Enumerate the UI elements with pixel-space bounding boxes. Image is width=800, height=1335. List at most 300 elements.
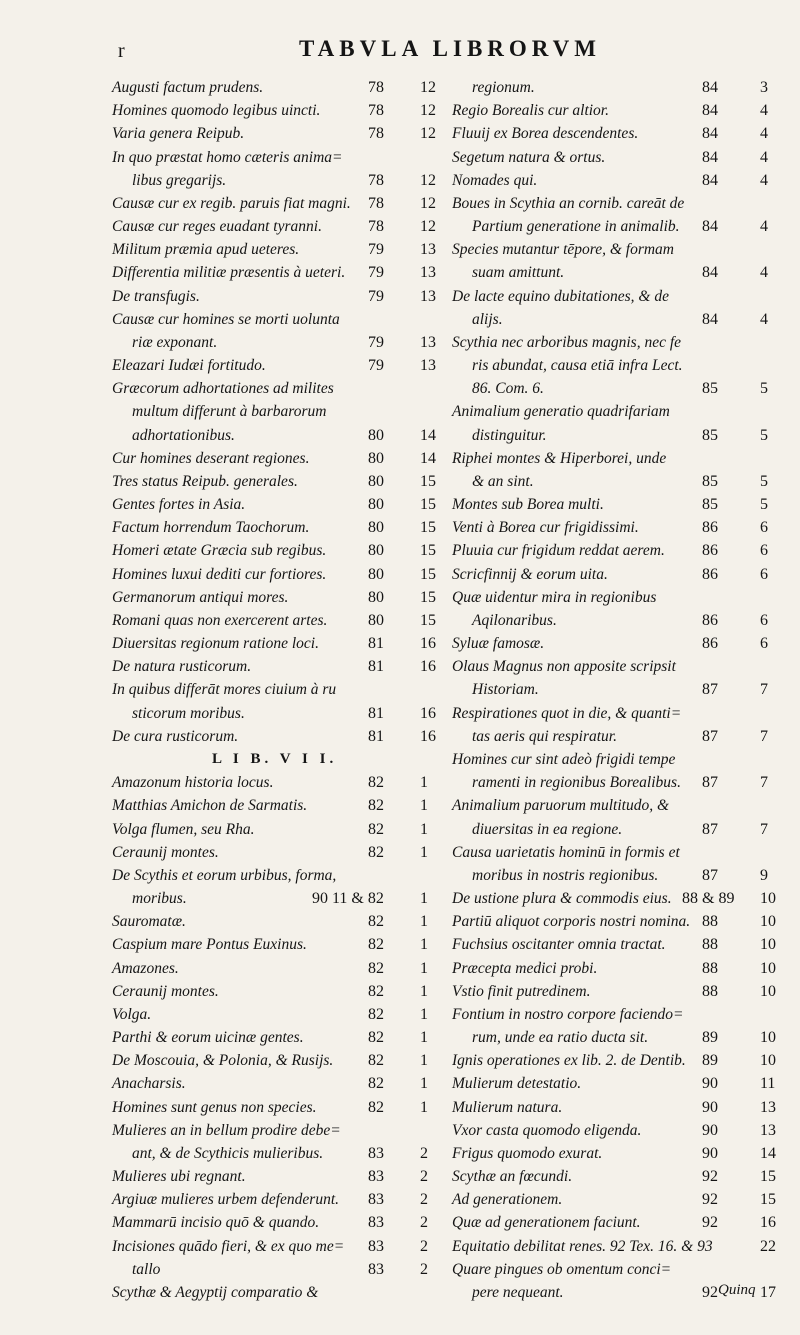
index-entry: [452, 1235, 794, 1258]
index-entry: [112, 864, 457, 887]
index-entry: [112, 493, 457, 516]
page-number: 78: [368, 171, 384, 189]
page-number: 86: [702, 635, 718, 653]
page-number: 82: [368, 1005, 384, 1023]
column-number: 4: [760, 125, 768, 143]
entry-text: tas aeris qui respiratur.: [472, 727, 617, 745]
column-number: 7: [760, 681, 768, 699]
column-number: 13: [420, 287, 436, 305]
entry-text: In quibus differāt mores ciuium à ru: [112, 681, 337, 699]
page-number: 80: [368, 542, 384, 560]
column-number: 1: [420, 890, 428, 908]
entry-text: Segetum natura & ortus.: [452, 148, 606, 166]
column-number: 1: [420, 982, 428, 1000]
page-title: TABVLA LIBRORVM: [299, 36, 601, 61]
column-number: 16: [420, 704, 436, 722]
index-entry: [112, 331, 457, 354]
index-entry: [112, 470, 457, 493]
page-number: 82: [368, 843, 384, 861]
page-number: 82: [368, 1052, 384, 1070]
corner-mark: r: [118, 40, 125, 62]
entry-text: Quare pingues ob omentum conci=: [452, 1260, 672, 1278]
entry-text: Militum præmia apud ueteres.: [112, 241, 300, 259]
index-entry: [112, 702, 457, 725]
page-number: 80: [368, 611, 384, 629]
index-entry: [452, 238, 794, 261]
index-entry: [112, 771, 457, 794]
index-entry: [112, 215, 457, 238]
column-number: 1: [420, 1029, 428, 1047]
entry-text: Amazones.: [112, 959, 179, 977]
entry-text: Equitatio debilitat renes. 92 Tex. 16. & 93: [452, 1237, 713, 1255]
page-number: 79: [368, 333, 384, 351]
entry-text: Animalium paruorum multitudo, &: [452, 797, 670, 815]
entry-text: ant, & de Scythicis mulieribus.: [132, 1144, 324, 1162]
column-number: 4: [760, 171, 768, 189]
entry-text: De Scythis et eorum urbibus, forma,: [112, 866, 337, 884]
index-entry: [452, 678, 794, 701]
entry-text: De transfugis.: [112, 287, 200, 305]
entry-text: Aqilonaribus.: [472, 611, 557, 629]
entry-text: ramenti in regionibus Borealibus.: [472, 774, 681, 792]
column-number: 4: [760, 310, 768, 328]
page-number: 83: [368, 1191, 384, 1209]
entry-text: tallo: [132, 1260, 161, 1278]
entry-text: sticorum moribus.: [132, 704, 245, 722]
page-number: 81: [368, 704, 384, 722]
index-entry: [112, 1281, 457, 1304]
entry-text: Augusti factum prudens.: [112, 79, 264, 96]
entry-text: Incisiones quādo fieri, & ex quo me=: [112, 1237, 345, 1255]
entry-text: De ustione plura & commodis eius.: [452, 890, 672, 908]
entry-text: Sauromatæ.: [112, 913, 186, 931]
entry-text: diuersitas in ea regione.: [472, 820, 623, 838]
index-entry: [452, 377, 794, 400]
column-number: 1: [420, 820, 428, 838]
column-number: 4: [760, 148, 768, 166]
column-number: 10: [760, 936, 776, 954]
column-number: 1: [420, 797, 428, 815]
column-number: 15: [420, 588, 436, 606]
column-number: 13: [420, 241, 436, 259]
index-entry: [112, 424, 457, 447]
page-number: 81: [368, 658, 384, 676]
entry-text: Mulierum natura.: [452, 1098, 563, 1116]
page-number: 87: [702, 774, 718, 792]
page-number: 78: [368, 79, 384, 96]
column-number: 16: [760, 1214, 776, 1232]
column-number: 5: [760, 426, 768, 444]
entry-text: Venti à Borea cur frigidissimi.: [452, 519, 639, 537]
entry-text: Regio Borealis cur altior.: [452, 102, 609, 120]
column-number: 17: [760, 1283, 776, 1301]
entry-text: Pluuia cur frigidum reddat aerem.: [452, 542, 665, 560]
column-number: 15: [760, 1168, 776, 1186]
index-entry: [452, 748, 794, 771]
page-number: 82: [368, 913, 384, 931]
index-entry: [452, 1003, 794, 1026]
column-number: 13: [420, 333, 436, 351]
index-entry: [452, 702, 794, 725]
index-entry: [452, 609, 794, 632]
entry-text: Diuersitas regionum ratione loci.: [112, 635, 319, 653]
page-number: 89: [702, 1029, 718, 1047]
index-entry: [112, 1096, 457, 1119]
page-number: 90: [702, 1075, 718, 1093]
index-column-left: [112, 76, 457, 1304]
entry-text: De cura rusticorum.: [112, 727, 239, 745]
page-number: 83: [368, 1214, 384, 1232]
page-number: 90 11 & 82: [312, 890, 384, 908]
index-entry: [452, 1119, 794, 1142]
index-entry: [452, 1026, 794, 1049]
entry-text: Caspium mare Pontus Euxinus.: [112, 936, 307, 954]
index-entry: [452, 215, 794, 238]
entry-text: alijs.: [472, 310, 503, 328]
index-column-right: [452, 76, 794, 1304]
column-number: 4: [760, 102, 768, 120]
entry-text: Vxor casta quomodo eligenda.: [452, 1121, 642, 1139]
index-entry: [452, 331, 794, 354]
page-number: 82: [368, 1029, 384, 1047]
entry-text: rum, unde ea ratio ducta sit.: [472, 1029, 649, 1047]
page-number: 84: [702, 171, 718, 189]
column-number: 13: [420, 264, 436, 282]
entry-text: Causæ cur homines se morti uolunta: [112, 310, 340, 328]
page-number: 86: [702, 542, 718, 560]
page-number: 90: [702, 1144, 718, 1162]
index-entry: [112, 563, 457, 586]
entry-text: suam amittunt.: [472, 264, 565, 282]
page-number: 88: [702, 936, 718, 954]
index-entry: [452, 539, 794, 562]
entry-text: Homines cur sint adeò frigidi tempe: [452, 750, 676, 768]
entry-text: Romani quas non exercerent artes.: [112, 611, 328, 629]
page-number: 78: [368, 102, 384, 120]
column-number: 10: [760, 1029, 776, 1047]
index-entry: [112, 678, 457, 701]
page-number: 86: [702, 519, 718, 537]
entry-text: Causæ cur ex regib. paruis fiat magni.: [112, 194, 351, 212]
column-number: 9: [760, 866, 768, 884]
column-number: 11: [760, 1075, 776, 1093]
page-number: 84: [702, 79, 718, 96]
column-number: 12: [420, 125, 436, 143]
page-number: 80: [368, 449, 384, 467]
column-number: 22: [760, 1237, 776, 1255]
entry-text: multum differunt à barbarorum: [132, 403, 327, 421]
column-number: 15: [760, 1191, 776, 1209]
column-number: 12: [420, 79, 436, 96]
page-number: 78: [368, 125, 384, 143]
entry-text: adhortationibus.: [132, 426, 235, 444]
column-number: 10: [760, 959, 776, 977]
column-number: 7: [760, 820, 768, 838]
column-number: 13: [420, 357, 436, 375]
column-number: 6: [760, 519, 768, 537]
entry-text: ris abundat, causa etiā infra Lect.: [472, 357, 683, 375]
page-number: 84: [702, 218, 718, 236]
index-entry: [452, 146, 794, 169]
page-number: 82: [368, 1075, 384, 1093]
index-entry: [112, 377, 457, 400]
index-entry: [112, 887, 457, 910]
entry-text: Quæ uidentur mira in regionibus: [452, 588, 657, 606]
index-entry: [452, 285, 794, 308]
page-number: 78: [368, 218, 384, 236]
page-number: 87: [702, 727, 718, 745]
entry-text: Montes sub Borea multi.: [452, 496, 604, 514]
page-number: 92: [702, 1191, 718, 1209]
entry-text: Ignis operationes ex lib. 2. de Dentib.: [452, 1052, 686, 1070]
index-entry: [112, 354, 457, 377]
index-entry: [452, 1142, 794, 1165]
entry-text: Differentia militiæ præsentis à ueteri.: [112, 264, 346, 282]
entry-text: regionum.: [472, 79, 535, 96]
index-entry: [452, 980, 794, 1003]
entry-text: Partiū aliquot corporis nostri nomina.: [452, 913, 691, 931]
column-number: 15: [420, 496, 436, 514]
page-number: 82: [368, 959, 384, 977]
index-entry: [452, 818, 794, 841]
column-number: 16: [420, 658, 436, 676]
index-entry: [112, 1188, 457, 1211]
index-entry: [452, 910, 794, 933]
page-number: 81: [368, 635, 384, 653]
entry-text: Homeri ætate Græcia sub regibus.: [112, 542, 327, 560]
entry-text: pere nequeant.: [472, 1283, 564, 1301]
page-number: 80: [368, 588, 384, 606]
index-entry: [452, 1165, 794, 1188]
column-number: 15: [420, 565, 436, 583]
index-entry: [112, 609, 457, 632]
index-entry: [112, 1119, 457, 1142]
index-entry: [112, 1003, 457, 1026]
entry-text: Gentes fortes in Asia.: [112, 496, 246, 514]
entry-text: Mammarū incisio quō & quando.: [112, 1214, 320, 1232]
index-entry: [112, 794, 457, 817]
index-entry: [452, 76, 794, 99]
index-entry: [112, 632, 457, 655]
entry-text: Mulieres ubi regnant.: [112, 1168, 246, 1186]
entry-text: Fuchsius oscitanter omnia tractat.: [452, 936, 666, 954]
page-number: 82: [368, 797, 384, 815]
entry-text: Ad generationem.: [452, 1191, 563, 1209]
column-number: 12: [420, 194, 436, 212]
column-number: 1: [420, 1005, 428, 1023]
page-number: 92: [702, 1168, 718, 1186]
entry-text: libus gregarijs.: [132, 171, 227, 189]
entry-text: Volga flumen, seu Rha.: [112, 820, 255, 838]
page-number: 78: [368, 194, 384, 212]
index-entry: [452, 493, 794, 516]
entry-text: Species mutantur tēpore, & formam: [452, 241, 674, 259]
index-entry: [452, 308, 794, 331]
entry-text: Ceraunij montes.: [112, 843, 219, 861]
index-entry: [452, 261, 794, 284]
index-entry: [112, 1049, 457, 1072]
page-number: 79: [368, 357, 384, 375]
entry-text: Causa uarietatis hominū in formis et: [452, 843, 680, 861]
index-entry: [112, 99, 457, 122]
index-entry: [112, 400, 457, 423]
entry-text: moribus.: [132, 890, 187, 908]
column-number: 12: [420, 171, 436, 189]
column-number: 1: [420, 936, 428, 954]
column-number: 5: [760, 496, 768, 514]
page-number: 86: [702, 565, 718, 583]
page-number: 88: [702, 982, 718, 1000]
page-number: 88: [702, 913, 718, 931]
column-number: 10: [760, 982, 776, 1000]
column-number: 12: [420, 102, 436, 120]
index-entry: [452, 1211, 794, 1234]
column-number: 6: [760, 611, 768, 629]
page-number: 84: [702, 148, 718, 166]
page-number: 87: [702, 866, 718, 884]
index-entry: [452, 725, 794, 748]
index-entry: [112, 1235, 457, 1258]
entry-text: Scythæ an fœcundi.: [452, 1168, 573, 1186]
entry-text: Græcorum adhortationes ad milites: [112, 380, 334, 398]
index-entry: [112, 308, 457, 331]
column-number: 14: [420, 426, 436, 444]
index-entry: [112, 285, 457, 308]
page-number: 92: [702, 1283, 718, 1301]
entry-text: Historiam.: [472, 681, 539, 699]
index-entry: [452, 841, 794, 864]
index-entry: [452, 563, 794, 586]
index-entry: [452, 447, 794, 470]
page-number: 85: [702, 426, 718, 444]
page-number: 87: [702, 820, 718, 838]
column-number: 7: [760, 774, 768, 792]
page-number: 83: [368, 1144, 384, 1162]
index-entry: [112, 447, 457, 470]
entry-text: Factum horrendum Taochorum.: [112, 519, 310, 537]
page-number: 92: [702, 1214, 718, 1232]
column-number: 16: [420, 635, 436, 653]
index-entry: [112, 1072, 457, 1095]
column-number: 16: [420, 727, 436, 745]
column-number: 12: [420, 218, 436, 236]
page-number: 84: [702, 264, 718, 282]
index-entry: [452, 192, 794, 215]
entry-text: Fontium in nostro corpore faciendo=: [452, 1005, 684, 1023]
index-entry: [452, 1096, 794, 1119]
entry-text: Olaus Magnus non apposite scripsit: [452, 658, 676, 676]
page-number: 83: [368, 1260, 384, 1278]
index-entry: [112, 1258, 457, 1281]
column-number: 7: [760, 727, 768, 745]
index-entry: [112, 655, 457, 678]
page-number: 80: [368, 519, 384, 537]
index-entry: [112, 238, 457, 261]
index-entry: [112, 146, 457, 169]
index-entry: [452, 586, 794, 609]
index-entry: [452, 99, 794, 122]
column-number: 6: [760, 635, 768, 653]
entry-text: Scythia nec arboribus magnis, nec fe: [452, 333, 682, 351]
entry-text: Eleazari Iudæi fortitudo.: [112, 357, 266, 375]
page-number: 83: [368, 1237, 384, 1255]
entry-text: In quo præstat homo cæteris anima=: [112, 148, 343, 166]
index-entry: [452, 655, 794, 678]
index-entry: [452, 771, 794, 794]
index-entry: [112, 1142, 457, 1165]
entry-text: De lacte equino dubitationes, & de: [452, 287, 669, 305]
entry-text: Argiuæ mulieres urbem defenderunt.: [112, 1191, 340, 1209]
index-entry: [452, 794, 794, 817]
index-entry: [112, 725, 457, 748]
index-entry: [112, 1165, 457, 1188]
index-entry: [452, 864, 794, 887]
index-entry: [452, 400, 794, 423]
index-entry: [112, 539, 457, 562]
page-number: 82: [368, 982, 384, 1000]
column-number: 1: [420, 1075, 428, 1093]
entry-text: Animalium generatio quadrifariam: [452, 403, 670, 421]
entry-text: De natura rusticorum.: [112, 658, 252, 676]
entry-text: Amazonum historia locus.: [112, 774, 274, 792]
column-number: 15: [420, 472, 436, 490]
column-number: 15: [420, 519, 436, 537]
column-number: 5: [760, 380, 768, 398]
page-number: 85: [702, 380, 718, 398]
column-number: 2: [420, 1168, 428, 1186]
catchword: Quinq: [718, 1282, 756, 1298]
column-number: 1: [420, 774, 428, 792]
column-number: 6: [760, 542, 768, 560]
column-number: 4: [760, 264, 768, 282]
entry-text: Causæ cur reges euadant tyranni.: [112, 218, 322, 236]
index-entry: [452, 1258, 794, 1281]
column-number: 3: [760, 79, 768, 96]
page-number: 84: [702, 125, 718, 143]
column-number: 13: [760, 1098, 776, 1116]
entry-text: Matthias Amichon de Sarmatis.: [112, 797, 308, 815]
entry-text: Quæ ad generationem faciunt.: [452, 1214, 641, 1232]
index-entry: [112, 1026, 457, 1049]
entry-text: Vstio finit putredinem.: [452, 982, 591, 1000]
entry-text: Scythæ & Aegyptij comparatio &: [112, 1283, 319, 1301]
index-entry: [452, 887, 794, 910]
index-entry: [112, 1211, 457, 1234]
index-entry: [112, 169, 457, 192]
entry-text: riæ exponant.: [132, 333, 218, 351]
entry-text: Homines sunt genus non species.: [112, 1098, 317, 1116]
page-number: 79: [368, 241, 384, 259]
page-number: 80: [368, 565, 384, 583]
page-number: 83: [368, 1168, 384, 1186]
entry-text: Parthi & eorum uicinæ gentes.: [112, 1029, 304, 1047]
entry-text: Volga.: [112, 1005, 152, 1023]
entry-text: Syluæ famosæ.: [452, 635, 545, 653]
page-number: 82: [368, 1098, 384, 1116]
column-number: 1: [420, 843, 428, 861]
column-number: 1: [420, 913, 428, 931]
entry-text: Boues in Scythia an cornib. careāt de: [452, 194, 685, 212]
index-entry: [452, 516, 794, 539]
index-entry: [112, 957, 457, 980]
section-heading: [112, 748, 457, 771]
entry-text: moribus in nostris regionibus.: [472, 866, 659, 884]
page-number: 82: [368, 820, 384, 838]
index-entry: [112, 76, 457, 99]
entry-text: Anacharsis.: [112, 1075, 186, 1093]
index-entry: [452, 957, 794, 980]
column-number: 2: [420, 1260, 428, 1278]
